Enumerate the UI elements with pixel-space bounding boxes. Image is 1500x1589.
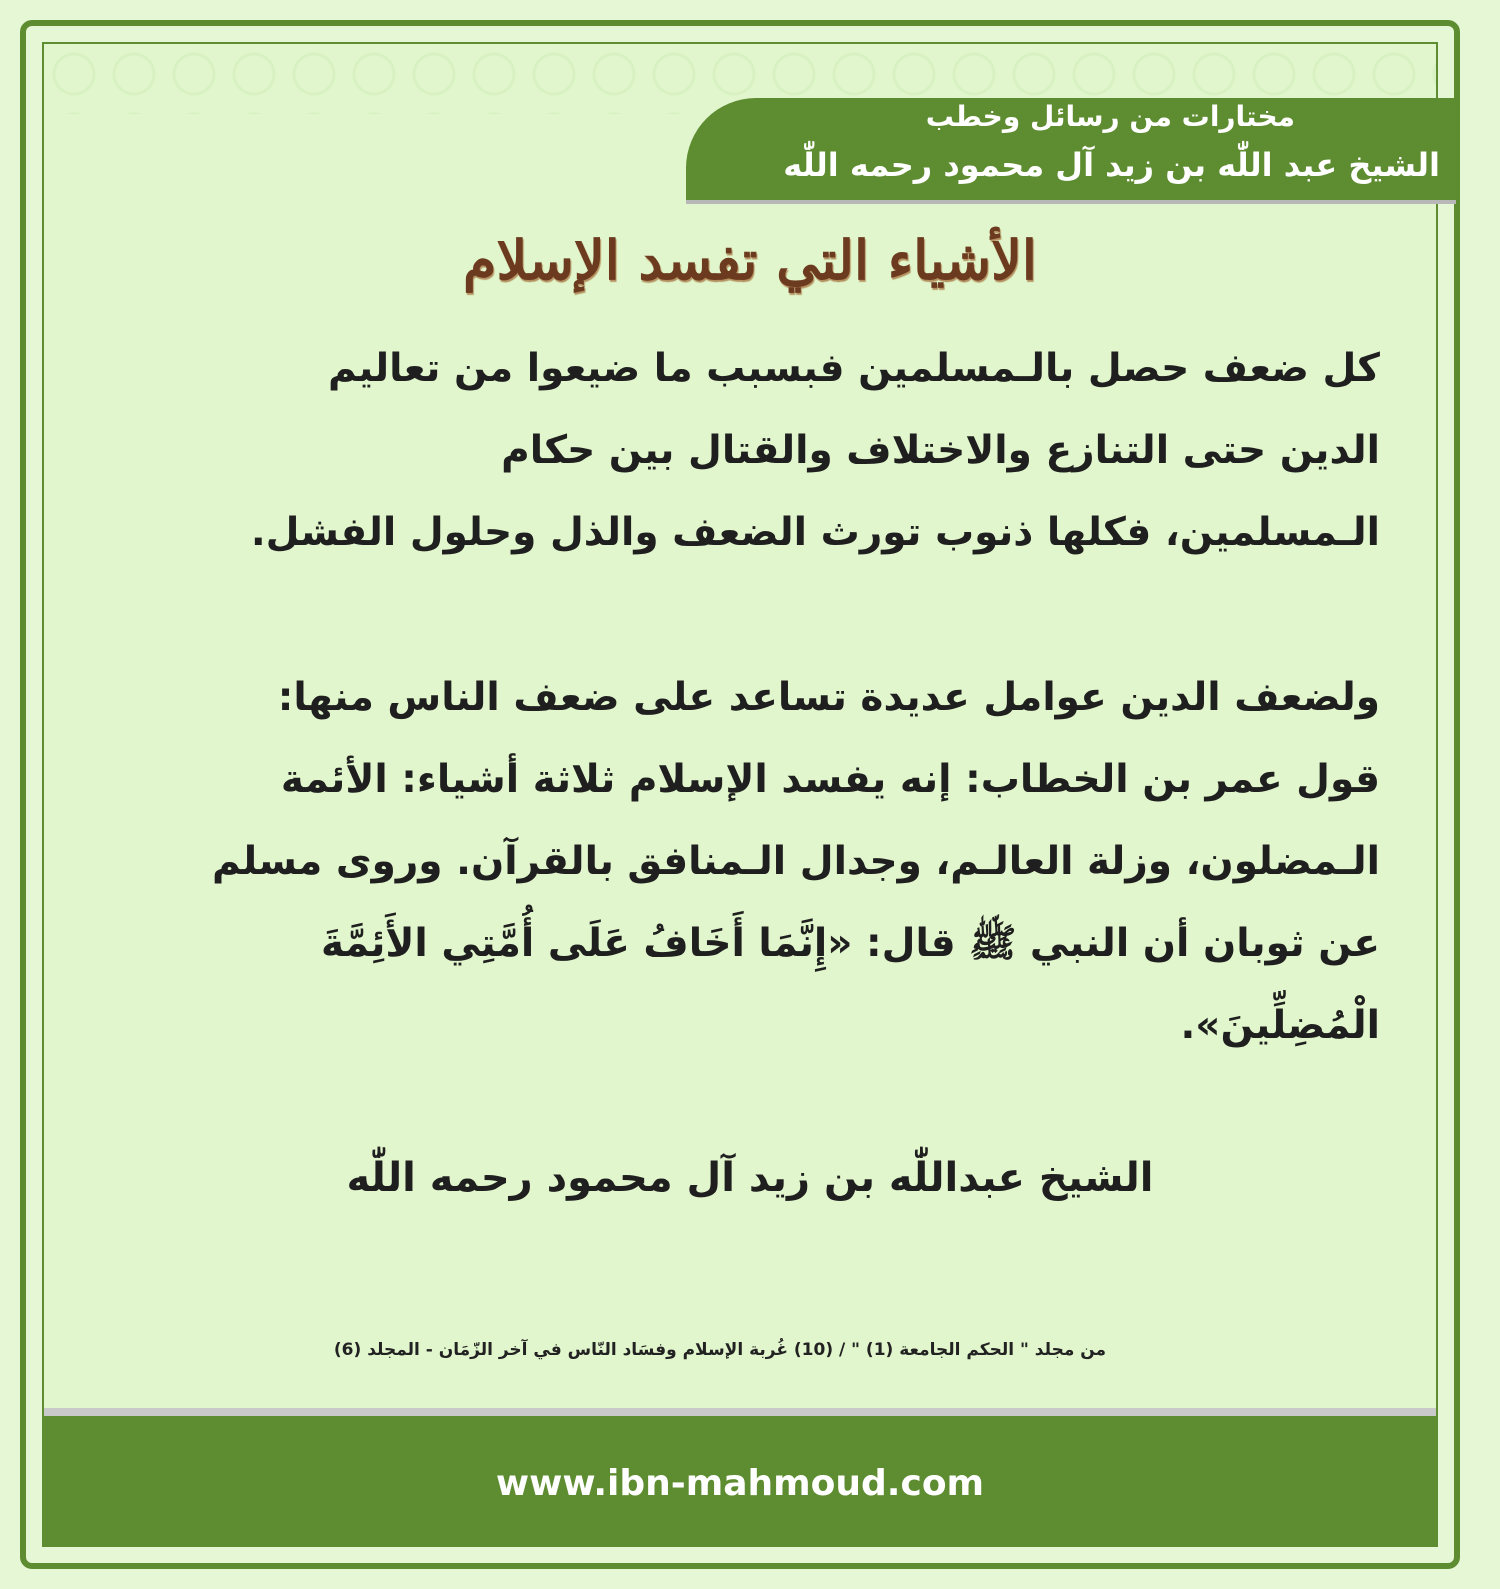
text-line: الْمُضِلِّينَ». <box>1180 1003 1380 1048</box>
website-link[interactable]: www.ibn-mahmoud.com <box>495 1463 985 1504</box>
paragraph-2 <box>150 657 1380 1067</box>
series-title: مختارات من رسائل وخطب <box>925 100 1295 133</box>
text-line: الدين حتى التنازع والاختلاف والقتال بين حكام <box>501 428 1380 473</box>
source-citation: من مجلد " الحكم الجامعة (1) " / (10) غُربة الإسلام وفسَاد النّاس في آخر الزّمَان - المجلد (6) <box>333 1340 1107 1360</box>
footer-divider <box>44 1408 1436 1416</box>
text-line: ولضعف الدين عوامل عديدة تساعد على ضعف الناس منها: <box>277 675 1380 720</box>
author-signature: الشيخ عبداللّٰه بن زيد آل محمود رحمه اللّٰه <box>346 1155 1154 1201</box>
text-line: الـمسلمين، فكلها ذنوب تورث الضعف والذل وحلول الفشل. <box>250 510 1380 555</box>
page-title: الأشياء التي تفسد الإسلام <box>463 228 1037 292</box>
text-line: عن ثوبان أن النبي ﷺ قال: «إِنَّمَا أَخَافُ عَلَى أُمَّتِي الأَئِمَّةَ <box>320 921 1380 966</box>
text-line: قول عمر بن الخطاب: إنه يفسد الإسلام ثلاثة أشياء: الأئمة <box>280 757 1380 802</box>
series-author: الشيخ عبد اللّٰه بن زيد آل محمود رحمه اللّٰه <box>783 146 1440 184</box>
text-line: الـمضلون، وزلة العالـم، وجدال الـمنافق بالقرآن. وروى مسلم <box>211 839 1380 884</box>
paragraph-1 <box>150 328 1380 574</box>
text-line: كل ضعف حصل بالـمسلمين فبسبب ما ضيعوا من تعاليم <box>327 346 1380 391</box>
